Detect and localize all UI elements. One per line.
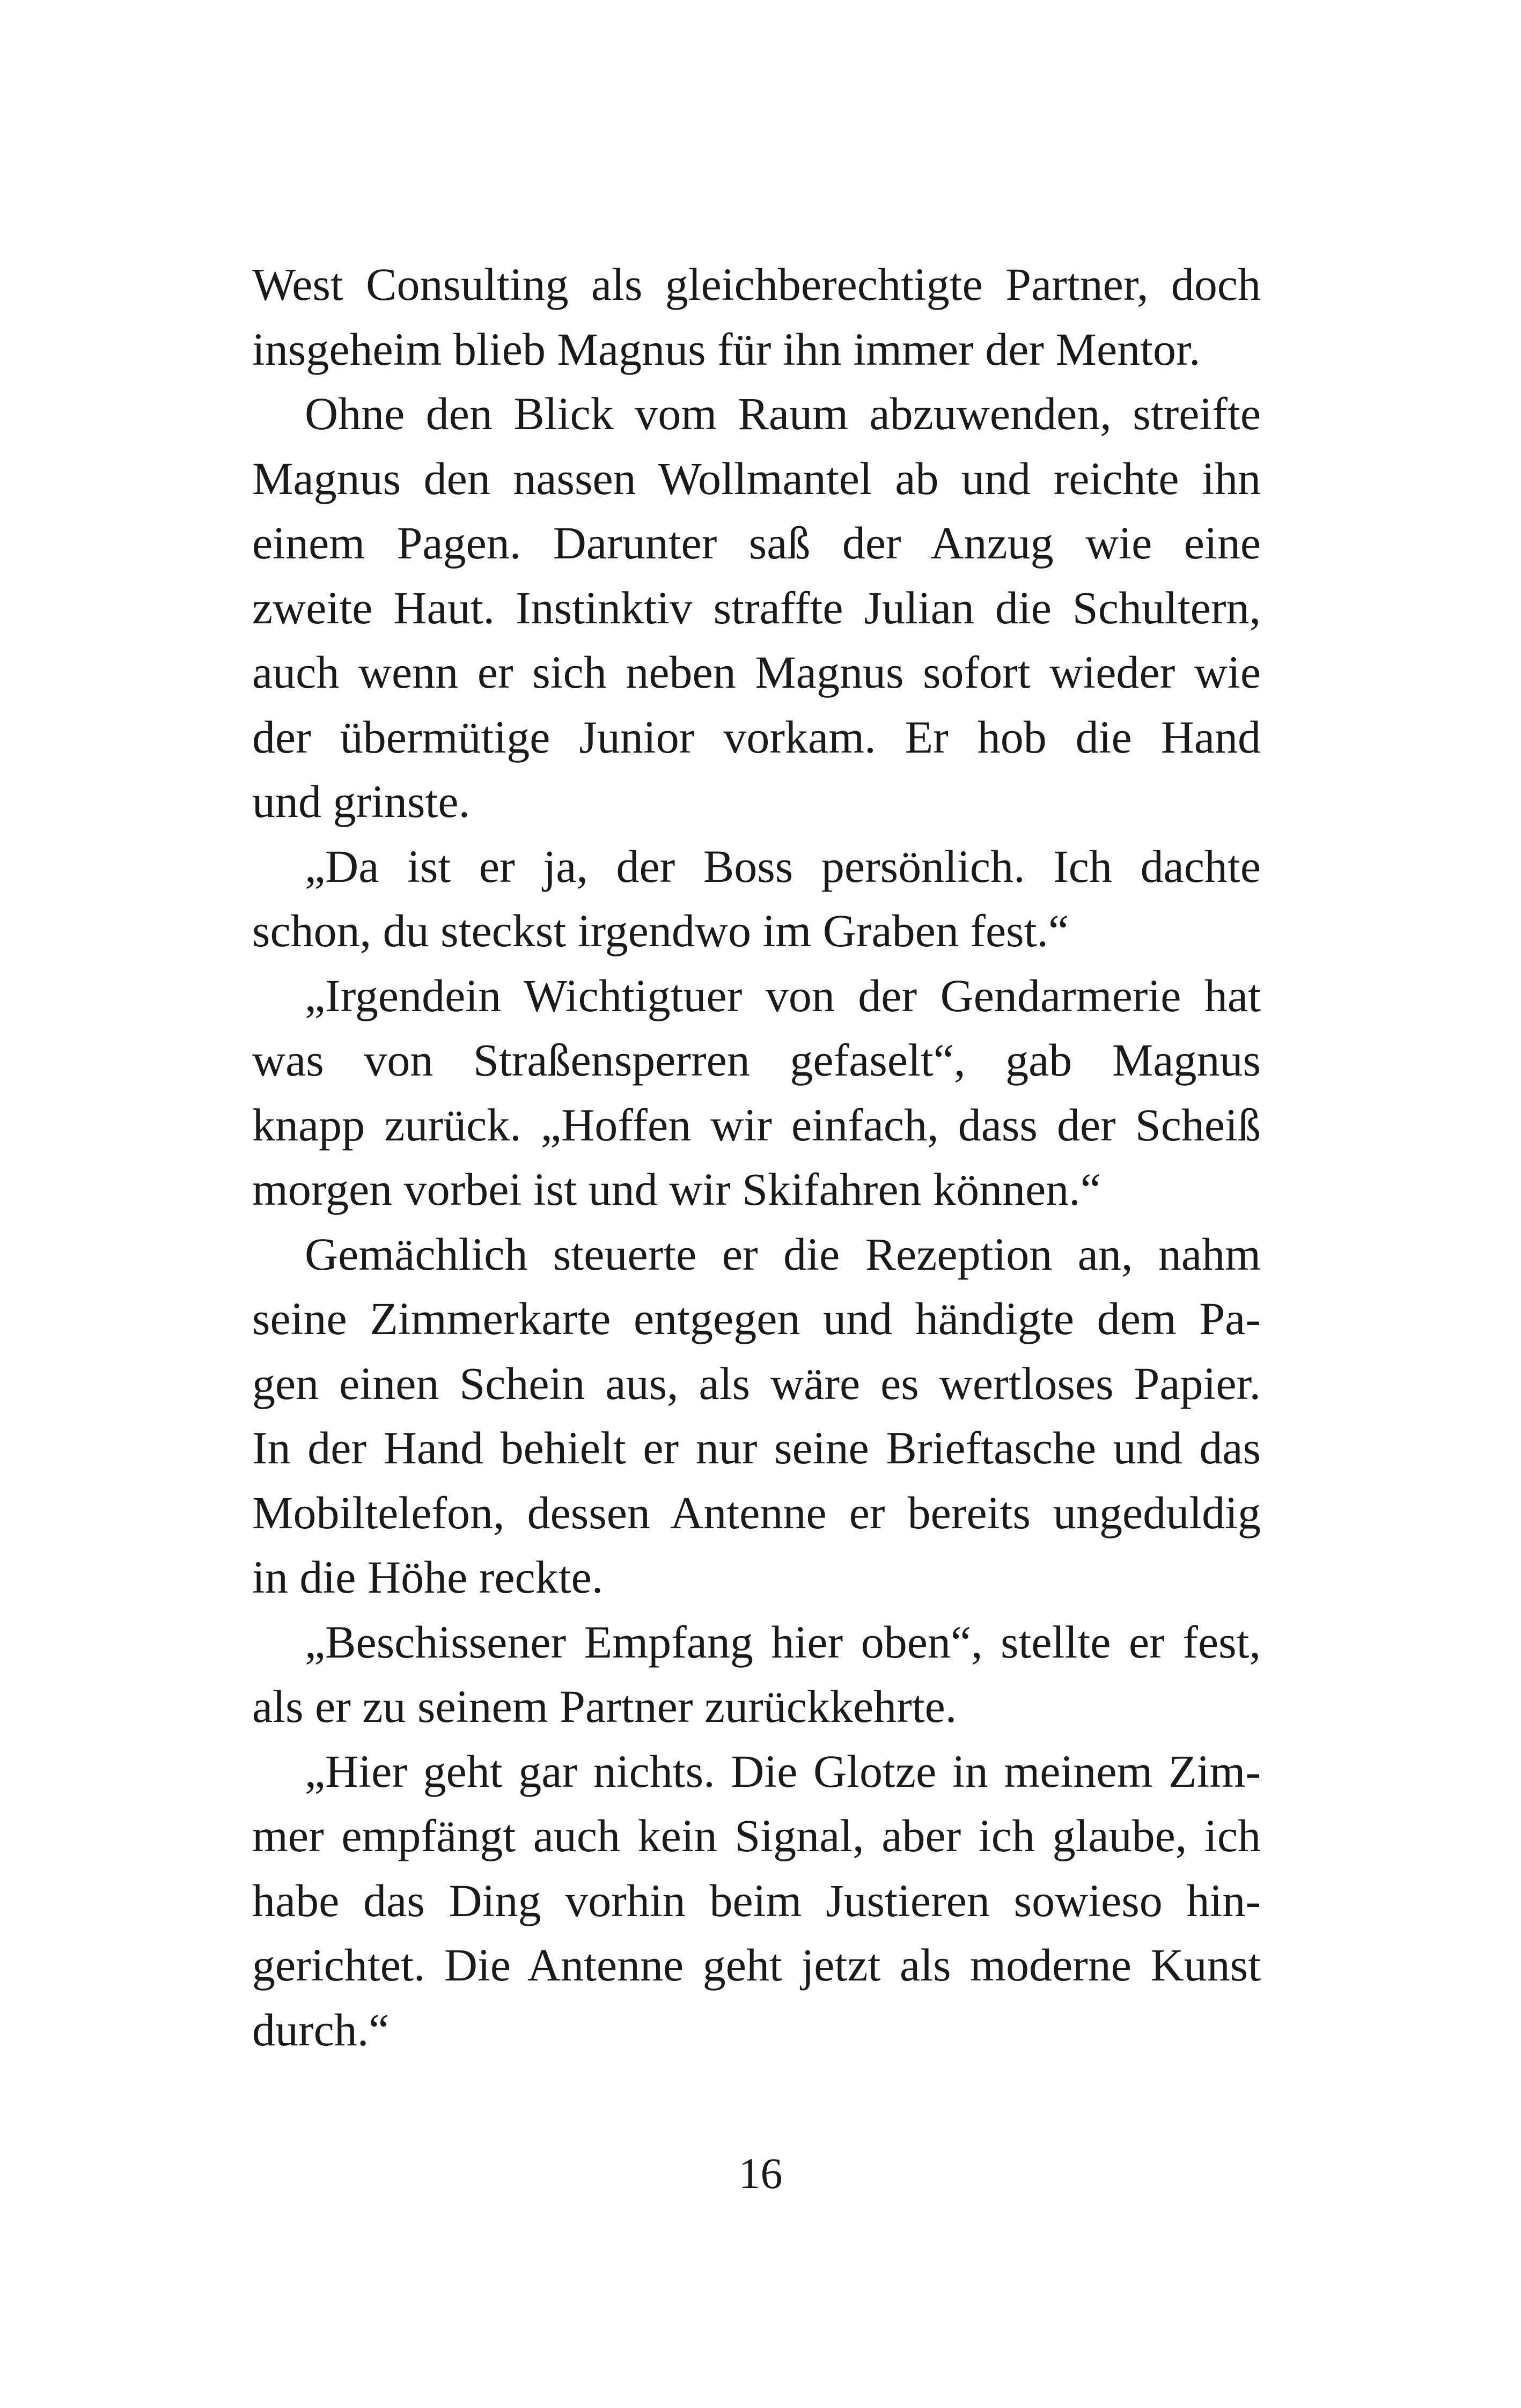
text-line: morgen vorbei ist und wir Skifahren können.“ <box>252 1164 1101 1215</box>
text-line: „Hier geht gar nichts. Die Glotze in meinem Zim- <box>305 1745 1261 1797</box>
text-line: schon, du steckst irgendwo im Graben fest.“ <box>252 905 1069 956</box>
text-line: Gemächlich steuerte er die Rezeption an, nahm <box>305 1228 1261 1280</box>
text-line: seine Zimmerkarte entgegen und händigte dem Pa- <box>252 1293 1261 1344</box>
text-line: gerichtet. Die Antenne geht jetzt als moderne Kunst <box>252 1939 1261 1991</box>
body-text <box>252 252 1261 2062</box>
text-line: und grinste. <box>252 776 471 827</box>
text-line: was von Straßensperren gefaselt“, gab Magnus <box>252 1034 1261 1086</box>
text-line: Magnus den nassen Wollmantel ab und reichte ihn <box>252 452 1261 504</box>
text-line: „Irgendein Wichtigtuer von der Gendarmerie hat <box>305 969 1261 1021</box>
text-line: „Da ist er ja, der Boss persönlich. Ich dachte <box>305 840 1261 892</box>
text-line: West Consulting als gleichberechtigte Partner, doch <box>252 259 1261 310</box>
page-number: 16 <box>738 2149 783 2198</box>
text-line: zweite Haut. Instinktiv straffte Julian die Schultern, <box>252 581 1261 634</box>
text-line: in die Höhe reckte. <box>252 1551 604 1603</box>
paragraph <box>252 1610 1261 1739</box>
text-line: auch wenn er sich neben Magnus sofort wieder wie <box>252 646 1261 698</box>
text-line: „Beschissener Empfang hier oben“, stellte er fest, <box>305 1616 1261 1668</box>
text-line: der übermütige Junior vorkam. Er hob die Hand <box>252 711 1261 763</box>
text-line: Mobiltelefon, dessen Antenne er bereits ungeduldig <box>252 1486 1261 1538</box>
text-line: gen einen Schein aus, als wäre es wertloses Papier. <box>252 1357 1261 1409</box>
text-line: einem Pagen. Darunter saß der Anzug wie eine <box>252 517 1261 569</box>
text-line: insgeheim blieb Magnus für ihn immer der Mentor. <box>252 323 1201 375</box>
paragraph <box>252 834 1261 963</box>
text-line: habe das Ding vorhin beim Justieren sowieso hin- <box>252 1874 1261 1926</box>
paragraph <box>252 1739 1261 2063</box>
text-line: als er zu seinem Partner zurückkehrte. <box>252 1681 957 1732</box>
text-line: In der Hand behielt er nur seine Brieftasche und das <box>252 1422 1261 1474</box>
paragraph <box>252 963 1261 1222</box>
paragraph <box>252 252 1261 381</box>
text-line: Ohne den Blick vom Raum abzuwenden, streifte <box>305 388 1261 439</box>
text-line: mer empfängt auch kein Signal, aber ich glaube, ich <box>252 1810 1261 1861</box>
paragraph <box>252 1222 1261 1610</box>
text-line: durch.“ <box>252 2004 390 2056</box>
text-line: knapp zurück. „Hoffen wir einfach, dass der Scheiß <box>252 1099 1261 1151</box>
paragraph <box>252 381 1261 834</box>
